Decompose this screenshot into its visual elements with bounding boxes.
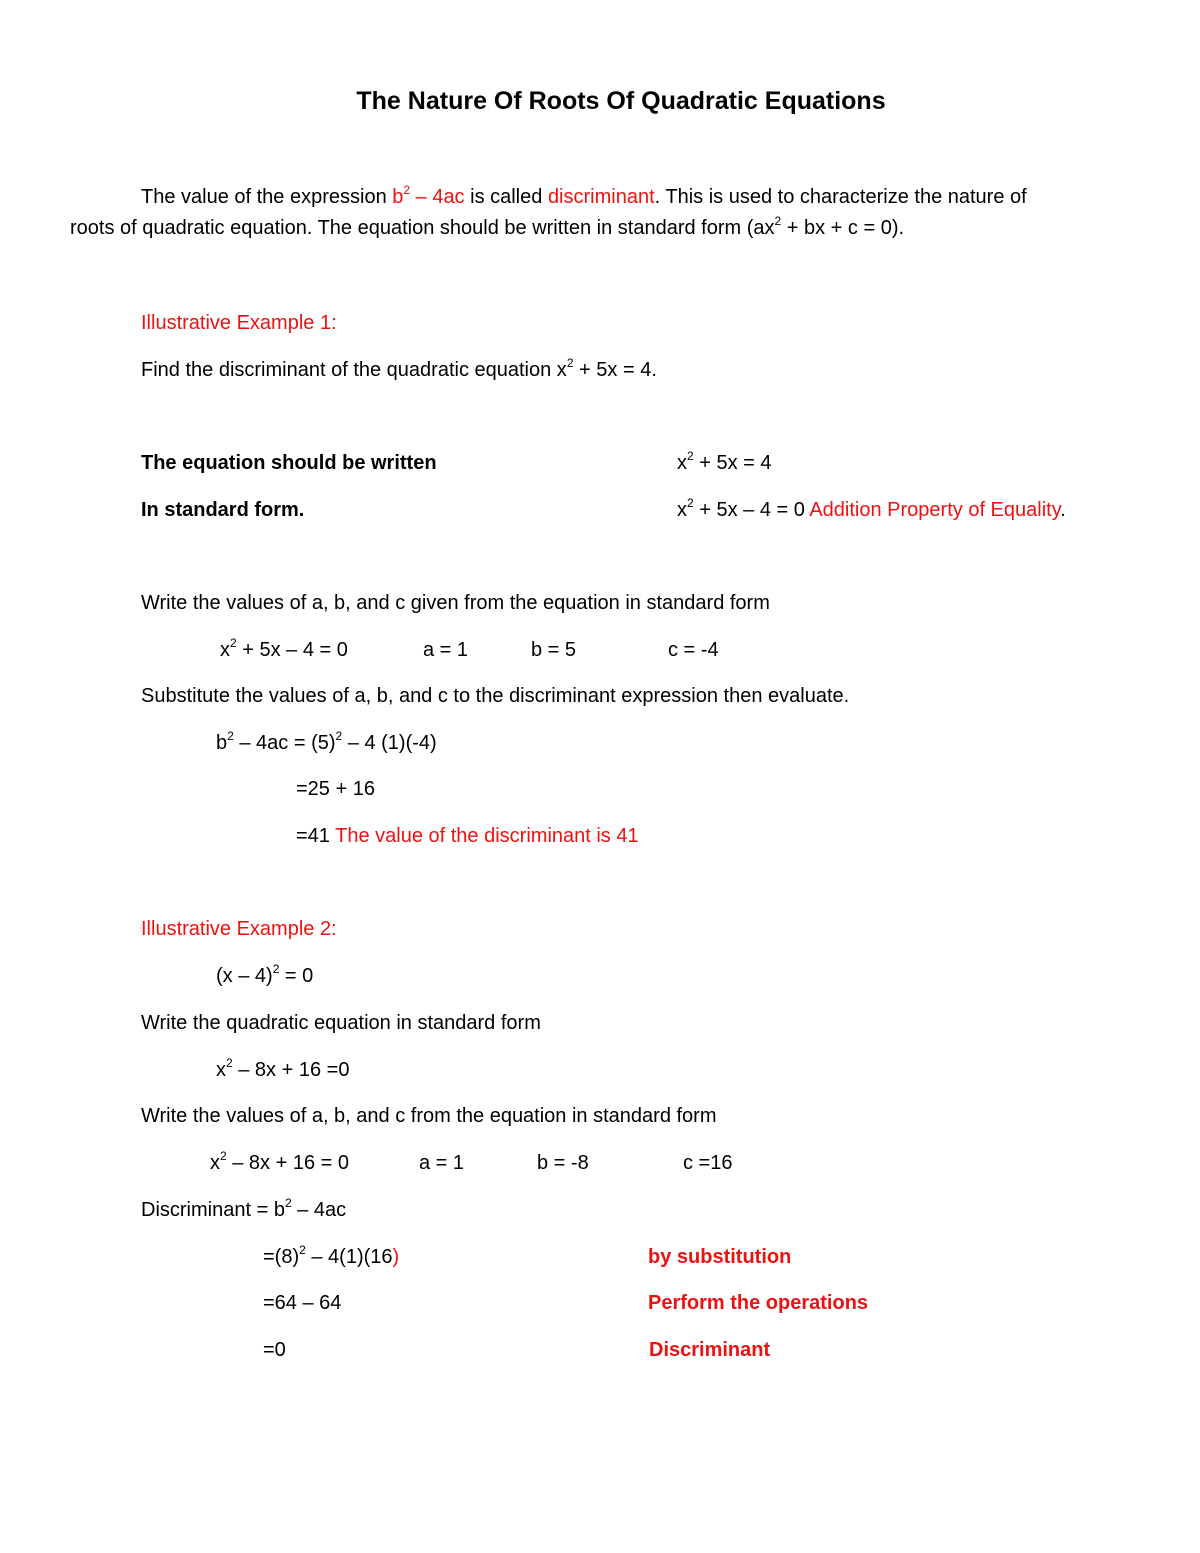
values-eq-b: + 5x – 4 = 0 <box>236 639 348 661</box>
example-2-heading: Illustrative Example 2: <box>141 918 337 940</box>
step1-c: – 4 (1)(-4) <box>342 732 437 754</box>
example-1-b-value: b = 5 <box>531 639 577 661</box>
discriminant-term: discriminant <box>547 186 655 208</box>
example-2-step-1 <box>263 1245 399 1269</box>
row2-period: . <box>1060 499 1066 521</box>
disc-a: Discriminant = b <box>141 1199 285 1221</box>
std-b: – 8x + 16 =0 <box>232 1059 350 1081</box>
example-2-step-2-note: Perform the operations <box>648 1292 869 1314</box>
intro-line-2-a: roots of quadratic equation. The equation should be written in standard form (ax <box>70 217 775 239</box>
values-eq-sup: 2 <box>230 636 237 651</box>
row1-label: The equation should be written <box>141 452 437 474</box>
step1-a: b <box>216 732 228 754</box>
intro-line-1 <box>141 185 1027 209</box>
example-1-heading: Illustrative Example 1: <box>141 312 337 334</box>
example-2-step-3: =0 <box>263 1339 286 1361</box>
step3-value: =41 <box>296 825 336 847</box>
s1-sup: 2 <box>299 1243 306 1258</box>
example-2-instruction-1: Write the quadratic equation in standard form <box>141 1012 541 1034</box>
example-1-c-value: c = -4 <box>668 639 719 661</box>
vals-eq-sup: 2 <box>220 1149 227 1164</box>
given-a: (x – 4) <box>216 965 273 987</box>
example-1-step-3 <box>296 824 639 848</box>
example-2-a-value: a = 1 <box>419 1152 465 1174</box>
example-2-step-3-note: Discriminant <box>649 1339 771 1361</box>
expr-sup: 2 <box>403 183 411 198</box>
example-2-b-value: b = -8 <box>537 1152 589 1174</box>
example-1-a-value: a = 1 <box>423 639 469 661</box>
given-b: = 0 <box>279 965 314 987</box>
step1-sup: 2 <box>227 729 234 744</box>
row1-eq-a: x <box>677 452 687 474</box>
std-a: x <box>216 1059 226 1081</box>
step1-sup2: 2 <box>335 729 343 744</box>
discriminant-expression <box>392 183 465 208</box>
example-1-prompt <box>141 358 657 382</box>
example-1-step-2: =25 + 16 <box>296 778 375 800</box>
row1-equation <box>677 451 772 475</box>
vals-eq-a: x <box>210 1152 220 1174</box>
values-eq-a: x <box>220 639 230 661</box>
expr-b: b <box>392 186 404 208</box>
row2-label: In standard form. <box>141 499 305 521</box>
example-1-values-intro: Write the values of a, b, and c given from the equation in standard form <box>141 592 770 614</box>
example-2-step-1-note: by substitution <box>648 1246 792 1268</box>
intro-text-3: . This is used to characterize the nature of <box>654 186 1027 208</box>
row2-eq-a: x <box>677 499 687 521</box>
step1-b: – 4ac = (5) <box>233 732 336 754</box>
disc-b: – 4ac <box>291 1199 347 1221</box>
expr-rest: – 4ac <box>410 186 465 208</box>
example-1-substitute: Substitute the values of a, b, and c to the discriminant expression then evaluate. <box>141 685 850 707</box>
s1-a: =(8) <box>263 1246 300 1268</box>
step3-note: The value of the discriminant is 41 <box>335 825 639 847</box>
given-sup: 2 <box>272 962 280 977</box>
prompt-sup: 2 <box>566 356 574 371</box>
vals-eq-b: – 8x + 16 = 0 <box>226 1152 350 1174</box>
row1-eq-b: + 5x = 4 <box>693 452 772 474</box>
page-title: The Nature Of Roots Of Quadratic Equations <box>356 87 886 115</box>
intro-text-2: is called <box>464 186 548 208</box>
example-2-standard-form <box>216 1058 349 1082</box>
example-1-step-1 <box>216 731 437 755</box>
example-2-instruction-2: Write the values of a, b, and c from the equation in standard form <box>141 1105 717 1127</box>
intro-line-2-b: + bx + c = 0). <box>781 217 905 239</box>
row2-eq-sup: 2 <box>687 496 694 511</box>
intro-line-2 <box>70 216 904 240</box>
row1-eq-sup: 2 <box>687 449 694 464</box>
example-2-c-value: c =16 <box>683 1152 733 1174</box>
row2-equation <box>677 498 1066 522</box>
s1-paren: ) <box>392 1246 400 1268</box>
s1-b: – 4(1)(16 <box>305 1246 393 1268</box>
example-2-values-equation <box>210 1151 349 1175</box>
example-2-step-2: =64 – 64 <box>263 1292 342 1314</box>
example-2-discriminant <box>141 1198 346 1222</box>
example-2-given <box>216 964 313 988</box>
disc-sup: 2 <box>284 1196 292 1211</box>
intro-text-1: The value of the expression <box>141 186 393 208</box>
example-1-values-equation <box>220 638 348 662</box>
prompt-b: + 5x = 4. <box>573 359 657 381</box>
row2-eq-b: + 5x – 4 = 0 <box>693 499 810 521</box>
prompt-a: Find the discriminant of the quadratic equation x <box>141 359 567 381</box>
std-sup: 2 <box>226 1056 233 1071</box>
row2-note: Addition Property of Equality <box>809 499 1061 521</box>
intro-line-2-sup: 2 <box>774 214 782 229</box>
